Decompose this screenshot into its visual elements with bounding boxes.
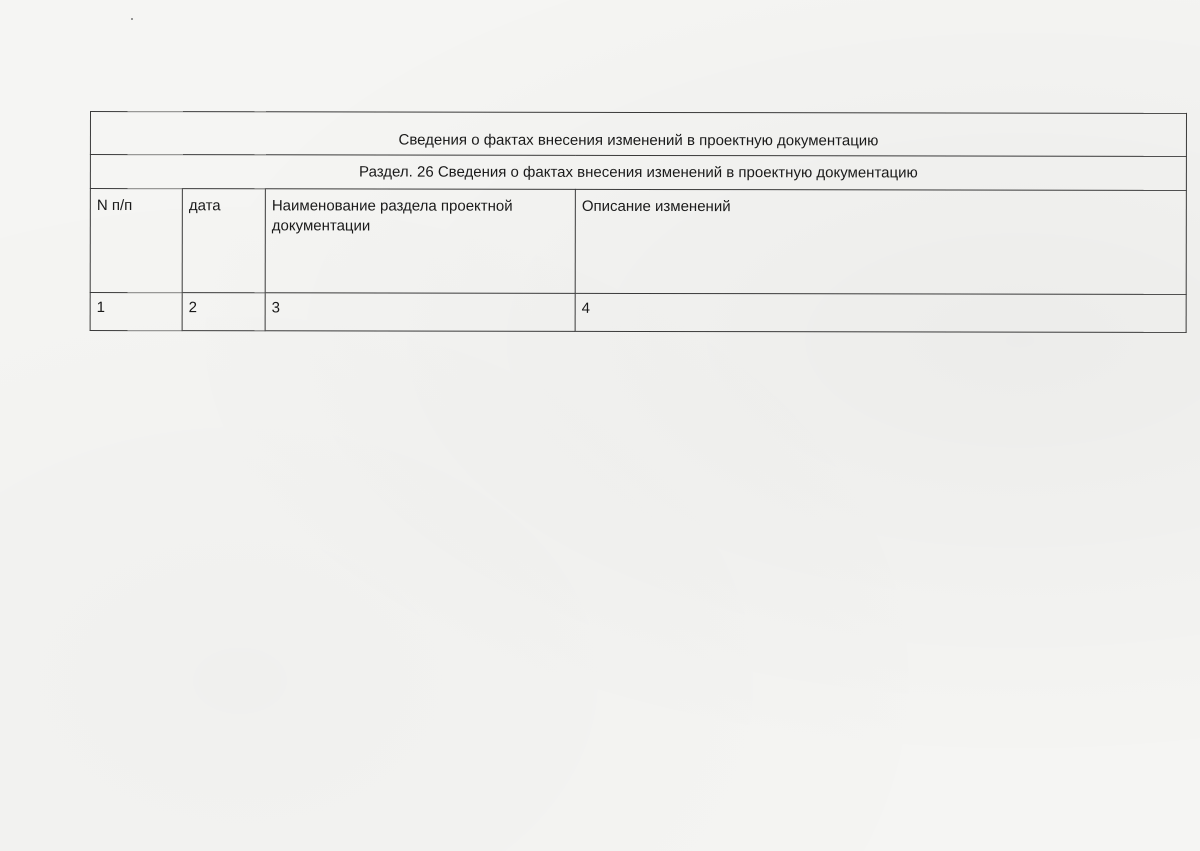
table-title-row [90, 112, 1186, 157]
column-header-number: N п/п [90, 189, 182, 293]
column-header-description: Описание изменений [575, 189, 1186, 294]
table-section-row [90, 155, 1186, 191]
column-header-date: дата [182, 189, 265, 293]
column-number-2: 2 [182, 293, 265, 331]
section-title: Раздел. 26 Сведения о фактах внесения изменений в проектную документацию [90, 155, 1186, 191]
table-title: Сведения о фактах внесения изменений в проектную документацию [90, 112, 1186, 157]
table-header-row [90, 189, 1186, 295]
column-numbers-row [90, 293, 1186, 333]
column-number-1: 1 [90, 293, 182, 331]
column-number-4: 4 [575, 293, 1186, 332]
scan-speck [131, 18, 133, 20]
column-number-3: 3 [265, 293, 575, 332]
changes-table [90, 111, 1187, 333]
column-header-section-name: Наименование раздела проектной документации [265, 189, 575, 294]
